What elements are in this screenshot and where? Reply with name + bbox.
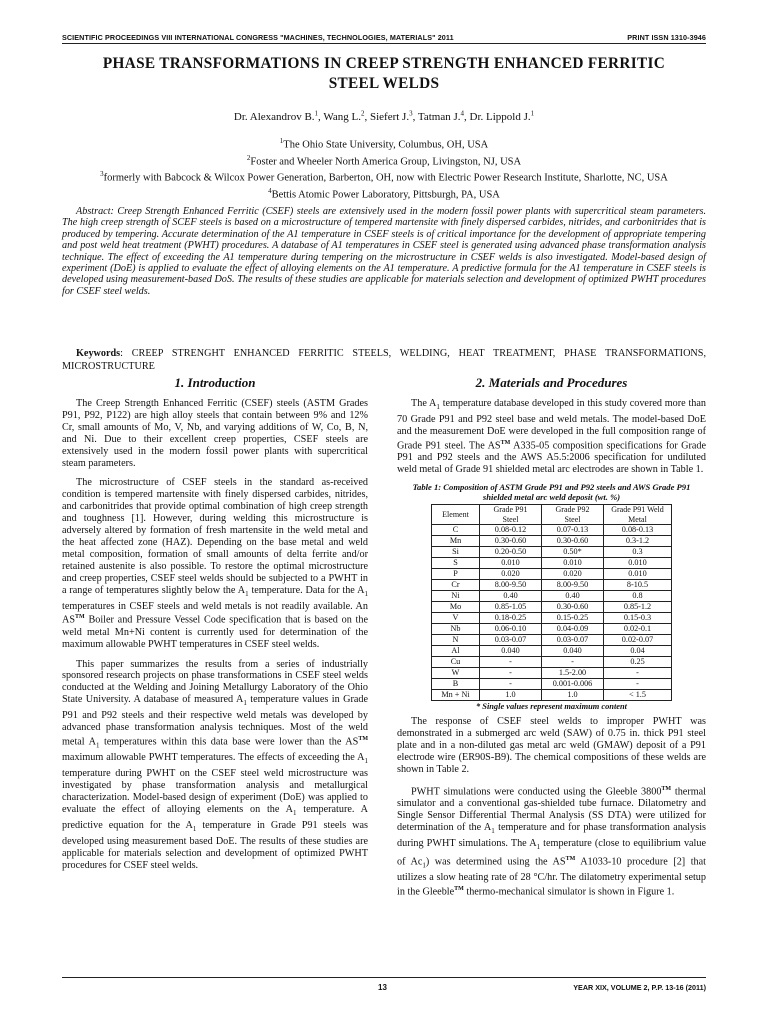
table-row bbox=[432, 668, 672, 679]
keywords bbox=[62, 348, 706, 373]
table-cell: 0.40 bbox=[480, 591, 542, 602]
author-list bbox=[62, 109, 706, 123]
table-cell: 0.010 bbox=[604, 569, 672, 580]
table-cell: 0.25 bbox=[604, 657, 672, 668]
table-cell: < 1.5 bbox=[604, 690, 672, 701]
table-row bbox=[432, 525, 672, 536]
affiliation: $^4$Bettis Atomic Power Laboratory, Pittsburgh, PA, USA bbox=[268, 187, 500, 201]
table-cell: 8.00-9.50 bbox=[542, 580, 604, 591]
table-cell: 0.20-0.50 bbox=[480, 547, 542, 558]
author: Siefert J.$^3$, bbox=[369, 109, 418, 123]
table-cell: P bbox=[432, 569, 480, 580]
materials-paragraph: PWHT simulations were conducted using the Gleeble 3800™ thermal simulator and a conventional gas-shielded tube furnace. Dilatometry and Single Sensor Differential Thermal Analysis (SS DTA) were utilized for determination of the $A_1$ temperature and for phase transformation analysis during PWHT simulations. The $A_1$ temperature (close to equilibrium value of $Ac_1$) was determined using the AS™ A1033-10 procedure [2] that utilizes a slow heating rate of 28 °C/hr. The dilatometry experimental setup in the Gleeble™ thermo-mechanical simulator is shown in Figure 1. bbox=[397, 785, 706, 898]
table-cell: 0.04-0.09 bbox=[542, 624, 604, 635]
table-cell: 0.010 bbox=[604, 558, 672, 569]
footer-rule bbox=[62, 977, 706, 978]
affiliation: $^3$formerly with Babcock & Wilcox Power Generation, Barberton, OH, now with Electric Power Research Institute, Sharlotte, NC, USA bbox=[100, 170, 668, 184]
running-header-right: PRINT ISSN 1310-3946 bbox=[627, 33, 706, 42]
table-row bbox=[432, 547, 672, 558]
table-row bbox=[432, 580, 672, 591]
table-cell: 0.15-0.3 bbox=[604, 613, 672, 624]
table-header-row bbox=[432, 505, 672, 525]
left-column bbox=[62, 375, 368, 880]
table-cell: 0.18-0.25 bbox=[480, 613, 542, 624]
table-cell: C bbox=[432, 525, 480, 536]
table-cell: - bbox=[480, 657, 542, 668]
table-cell: - bbox=[604, 679, 672, 690]
table-cell: 0.3 bbox=[604, 547, 672, 558]
table-row bbox=[432, 591, 672, 602]
table-cell: 0.8 bbox=[604, 591, 672, 602]
table-cell: - bbox=[480, 668, 542, 679]
table-cell: - bbox=[604, 668, 672, 679]
composition-table bbox=[431, 504, 672, 701]
table-row bbox=[432, 657, 672, 668]
table-cell: Al bbox=[432, 646, 480, 657]
affiliations bbox=[62, 135, 706, 202]
table-cell: 0.020 bbox=[480, 569, 542, 580]
table-cell: V bbox=[432, 613, 480, 624]
table-cell: 0.08-0.13 bbox=[604, 525, 672, 536]
running-header-left: SCIENTIFIC PROCEEDINGS VIII INTERNATIONAL CONGRESS "MACHINES, TECHNOLOGIES, MATERIALS" 2011 bbox=[62, 33, 454, 42]
right-column bbox=[397, 375, 706, 906]
table-header-cell: Grade P91 Steel bbox=[480, 505, 542, 525]
table-cell: 0.001-0.006 bbox=[542, 679, 604, 690]
table-header-cell: Grade P92 Steel bbox=[542, 505, 604, 525]
table-cell: 0.02-0.1 bbox=[604, 624, 672, 635]
table-cell: 0.85-1.05 bbox=[480, 602, 542, 613]
table-row bbox=[432, 646, 672, 657]
table-caption: Table 1: Composition of ASTM Grade P91 and P92 steels and AWS Grade P91 shielded metal arc weld deposit (wt. %) bbox=[412, 481, 691, 503]
intro-paragraph: This paper summarizes the results from a series of industrially sponsored research projects on phase transformations in CSEF steel welds conducted at the Welding and Joining Metallurgy Laboratory of the Ohio State University. A database of measured $A_1$ temperature values in Grade P91 and P92 steels and their respective weld metals was developed by advanced phase transformation analysis techniques. Most of the weld metal $A_1$ temperatures within this data base were lower than the AS™ maximum allowable PWHT temperatures. The effects of exceeding the $A_1$ temperature during PWHT on the CSEF steel weld microstructure was investigated by phase transformation analysis and metallurgical characterization. Model-based design of experiment (DoE) was applied to evaluate the effect of alloying elements on the $A_1$ temperature. A predictive equation for the $A_1$ temperature in Grade P91 steels was developed using measurement based DoE. The results of these studies are applicable for materials selection and development of optimized PWHT procedures for CSEF steel welds. bbox=[62, 658, 368, 871]
paper-title: PHASE TRANSFORMATIONS IN CREEP STRENGTH ENHANCED FERRITIC STEEL WELDS bbox=[102, 55, 666, 92]
table-cell: 0.040 bbox=[480, 646, 542, 657]
table-cell: B bbox=[432, 679, 480, 690]
table-cell: Si bbox=[432, 547, 480, 558]
table-note: * Single values represent maximum content bbox=[476, 702, 627, 712]
affiliation: $^2$Foster and Wheeler North America Group, Livingston, NJ, USA bbox=[246, 153, 522, 168]
table-cell: Mo bbox=[432, 602, 480, 613]
table-row bbox=[432, 624, 672, 635]
header-rule bbox=[62, 43, 706, 44]
table-cell: N bbox=[432, 635, 480, 646]
table-cell: 0.30-0.60 bbox=[542, 536, 604, 547]
table-cell: 0.85-1.2 bbox=[604, 602, 672, 613]
table-cell: 0.07-0.13 bbox=[542, 525, 604, 536]
table-cell: Mn + Ni bbox=[432, 690, 480, 701]
table-cell: 0.3-1.2 bbox=[604, 536, 672, 547]
abstract: Abstract: Creep Strength Enhanced Ferritic (CSEF) steels are extensively used in the modern fossil power plants with supercritical steam parameters. The high creep strength of SCEF steels is based on a microstructure of tempered martensite with finely dispersed carbides, nitrides, and carbonitrides that is produced by tempering. Accurate determination of the A1 temperature in CSEF steels is of critical importance for the development of appropriate tempering and post weld heat treatment (PWHT) procedures. A database of A1 temperatures in CSEF steel is generated using advanced phase transformation analysis technique. The effect of exceeding the A1 temperature during tempering on the microstructure in CSEF welds is also investigated. Model-based design of experiment (DoE) is applied to evaluate the effect of alloying elements on the A1 temperature. A predictive formula for the A1 temperature in CSEF steels is developed using measurement-based DoS. The results of these studies are applicable for materials selection and development of optimized PWHT procedures for CSEF steel welds. bbox=[62, 206, 706, 297]
materials-paragraph: The response of CSEF steel welds to improper PWHT was demonstrated in a submerged arc weld (SAW) of 0.75 in. thick P91 steel plate and in a non-diluted gas metal arc weld (GMAW) deposit of a P91 electrode wire (ER90S-B9). The chemical compositions of these welds are shown in Table 2. bbox=[397, 716, 706, 775]
table-cell: S bbox=[432, 558, 480, 569]
table-cell: - bbox=[542, 657, 604, 668]
table-row bbox=[432, 602, 672, 613]
author: Dr. Alexandrov B.$^1$, bbox=[233, 109, 324, 123]
materials-paragraph: The $A_1$ temperature database developed in this study covered more than 70 Grade P91 and P92 steel base and weld metals. The model-based DoE and the measurement DoE were developed in the full composition range of Grade P91 steel. The AS™ A335-05 composition specifications for Grade P91 and P92 steels and the AWS A5.5:2006 specification for undiluted weld metal of Grade 91 shielded metal arc electrodes are shown in Table 1. bbox=[397, 398, 706, 475]
table-row bbox=[432, 679, 672, 690]
table-cell: Cr bbox=[432, 580, 480, 591]
table-cell: - bbox=[480, 679, 542, 690]
table-header-cell: Grade P91 Weld Metal bbox=[604, 505, 672, 525]
table-header-cell: Element bbox=[432, 505, 480, 525]
intro-paragraph: The microstructure of CSEF steels in the standard as-received condition is tempered martensite with finely dispersed carbides, nitrides, and carbonitrides that provide optimal combination of high creep strength and toughness [1]. However, during welding this microstructure is adversely altered by formation of fresh martensite in the weld metal and the heat affected zone (HAZ). Depending on the base metal and weld metal composition, formation of small amounts of delta ferrite and/or retained austenite is also possible. To restore the optimal microstructure and creep properties, CSEF steel welds should be subjected to a PWHT in a range of temperatures slightly below the $A_1$ temperature. Data for the $A_1$ temperatures in CSEF steels and weld metals is not readily available. An AS™ Boiler and Pressure Vessel Code specification that is based on the weld metal Mn+Ni content is currently used for determination of the maximum allowable PWHT temperatures in CSEF steel welds. bbox=[62, 477, 368, 650]
table-row bbox=[432, 690, 672, 701]
table-cell: 0.06-0.10 bbox=[480, 624, 542, 635]
running-footer: YEAR XIX, VOLUME 2, P.P. 13-16 (2011) bbox=[573, 983, 706, 992]
keywords-text: : CREEP STRENGHT ENHANCED FERRITIC STEELS, WELDING, HEAT TREATMENT, PHASE TRANSFORMATIONS, MICROSTRUCTURE bbox=[62, 348, 706, 372]
table-cell: 0.04 bbox=[604, 646, 672, 657]
table-cell: 0.30-0.60 bbox=[542, 602, 604, 613]
table-cell: 0.40 bbox=[542, 591, 604, 602]
table-cell: Cu bbox=[432, 657, 480, 668]
table-cell: Nb bbox=[432, 624, 480, 635]
table-row bbox=[432, 569, 672, 580]
table-cell: 1.5-2.00 bbox=[542, 668, 604, 679]
table-cell: W bbox=[432, 668, 480, 679]
keywords-label: Keywords bbox=[76, 348, 121, 359]
section-heading-introduction: 1. Introduction bbox=[174, 375, 256, 390]
table-row bbox=[432, 536, 672, 547]
author: Wang L.$^2$, bbox=[323, 109, 370, 123]
table-cell: 0.30-0.60 bbox=[480, 536, 542, 547]
table-cell: 0.03-0.07 bbox=[480, 635, 542, 646]
table-cell: 0.020 bbox=[542, 569, 604, 580]
table-cell: 1.0 bbox=[480, 690, 542, 701]
section-heading-materials: 2. Materials and Procedures bbox=[475, 375, 628, 390]
table-cell: 8.00-9.50 bbox=[480, 580, 542, 591]
table-row bbox=[432, 558, 672, 569]
table-cell: Mn bbox=[432, 536, 480, 547]
table-cell: 0.50* bbox=[542, 547, 604, 558]
table-cell: 0.010 bbox=[542, 558, 604, 569]
table-cell: Ni bbox=[432, 591, 480, 602]
affiliation: $^1$The Ohio State University, Columbus, OH, USA bbox=[279, 137, 489, 151]
table-cell: 0.08-0.12 bbox=[480, 525, 542, 536]
author: Tatman J.$^4$, bbox=[417, 109, 470, 123]
author: Dr. Lippold J.$^1$ bbox=[469, 109, 535, 123]
intro-paragraph: The Creep Strength Enhanced Ferritic (CSEF) steels (ASTM Grades P91, P92, P122) are high alloy steels that contain between 9% and 12% Cr, small amounts of Mo, V, Nb, and varying additions of W, Co, B, N, and Ni. Due to their excellent creep properties, CSEF steels are extensively used in the modern fossil power plants with supercritical steam parameters. bbox=[62, 398, 368, 469]
table-cell: 0.15-0.25 bbox=[542, 613, 604, 624]
table-cell: 0.03-0.07 bbox=[542, 635, 604, 646]
table-cell: 0.010 bbox=[480, 558, 542, 569]
table-row bbox=[432, 613, 672, 624]
table-cell: 0.040 bbox=[542, 646, 604, 657]
table-cell: 1.0 bbox=[542, 690, 604, 701]
table-row bbox=[432, 635, 672, 646]
page-number: 13 bbox=[378, 983, 387, 992]
table-cell: 0.02-0.07 bbox=[604, 635, 672, 646]
table-cell: 8-10.5 bbox=[604, 580, 672, 591]
